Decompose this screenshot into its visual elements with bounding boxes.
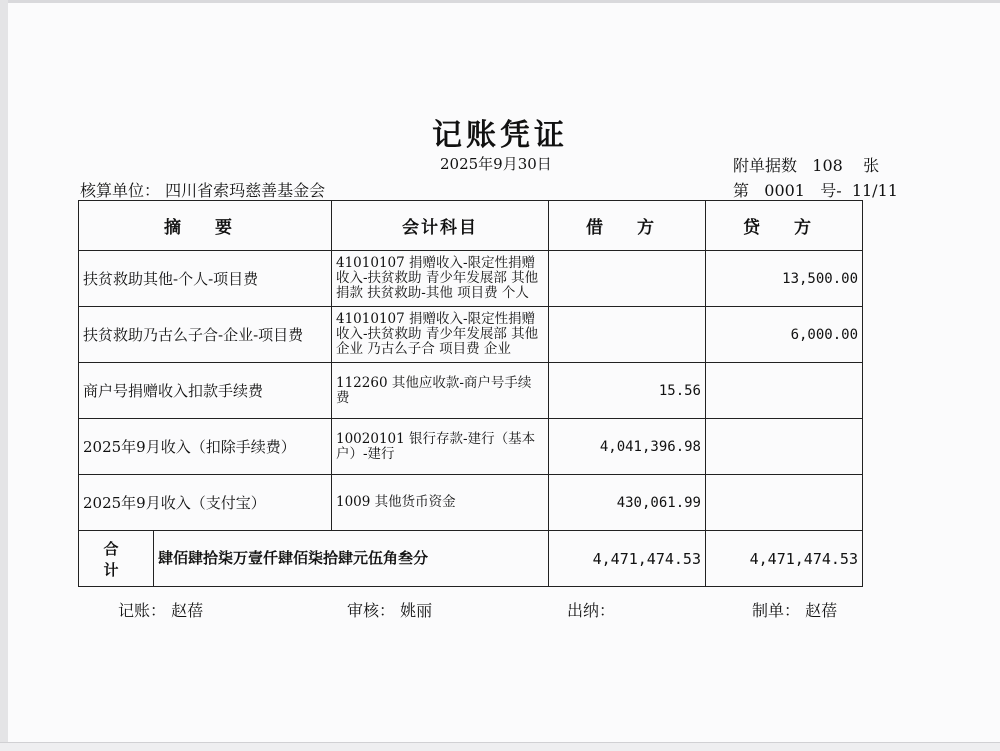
table-header-row: [79, 201, 863, 251]
row-account: 41010107 捐赠收入-限定性捐赠收入-扶贫救助 青少年发展部 其他捐款 扶贫救助-其他 项目费 个人: [332, 251, 549, 307]
row-debit: 430,061.99: [549, 475, 706, 531]
row-credit: 6,000.00: [706, 307, 863, 363]
row-account: 41010107 捐赠收入-限定性捐赠收入-扶贫救助 青少年发展部 其他企业 乃古么子合 项目费 企业: [332, 307, 549, 363]
cashier: 出纳：: [567, 601, 616, 620]
row-account: 1009 其他货币资金: [332, 475, 549, 531]
header-debit: 借 方: [549, 201, 706, 251]
table-row: [79, 475, 863, 531]
auditor: 审核： 姚丽: [347, 601, 433, 620]
row-credit: [706, 419, 863, 475]
bookkeeper: 记账： 赵蓓: [118, 601, 204, 620]
table-row: [79, 307, 863, 363]
voucher-title: 记账凭证: [432, 118, 568, 153]
voucher-table: [78, 200, 863, 587]
header-credit: 贷 方: [706, 201, 863, 251]
table-row: [79, 251, 863, 307]
table-row: [79, 363, 863, 419]
total-label-cell: [79, 531, 549, 587]
table-row: [79, 419, 863, 475]
total-amount-uppercase: 肆佰肆拾柒万壹仟肆佰柒拾肆元伍角叁分: [153, 531, 428, 586]
total-row: [79, 531, 863, 587]
row-account: 10020101 银行存款-建行（基本户）-建行: [332, 419, 549, 475]
voucher-date: 2025年9月30日: [440, 155, 552, 173]
attachment-count: 附单据数 108 张: [733, 156, 880, 175]
row-summary: 商户号捐赠收入扣款手续费: [79, 363, 332, 419]
header-account: 会计科目: [332, 201, 549, 251]
scan-edge: [0, 0, 1000, 3]
accounting-unit: 核算单位： 四川省索玛慈善基金会: [80, 181, 326, 200]
row-summary: 2025年9月收入（支付宝）: [79, 475, 332, 531]
voucher-number: 第 0001 号- 11/11: [733, 181, 898, 200]
total-debit: 4,471,474.53: [549, 531, 706, 587]
row-credit: [706, 363, 863, 419]
total-credit: 4,471,474.53: [706, 531, 863, 587]
row-debit: 15.56: [549, 363, 706, 419]
preparer: 制单： 赵蓓: [752, 601, 838, 620]
row-credit: [706, 475, 863, 531]
row-summary: 扶贫救助其他-个人-项目费: [79, 251, 332, 307]
header-summary: 摘 要: [79, 201, 332, 251]
row-account: 112260 其他应收款-商户号手续费: [332, 363, 549, 419]
row-debit: 4,041,396.98: [549, 419, 706, 475]
total-label: 合 计: [103, 539, 133, 579]
row-debit: [549, 307, 706, 363]
row-summary: 扶贫救助乃古么子合-企业-项目费: [79, 307, 332, 363]
row-summary: 2025年9月收入（扣除手续费）: [79, 419, 332, 475]
row-credit: 13,500.00: [706, 251, 863, 307]
row-debit: [549, 251, 706, 307]
